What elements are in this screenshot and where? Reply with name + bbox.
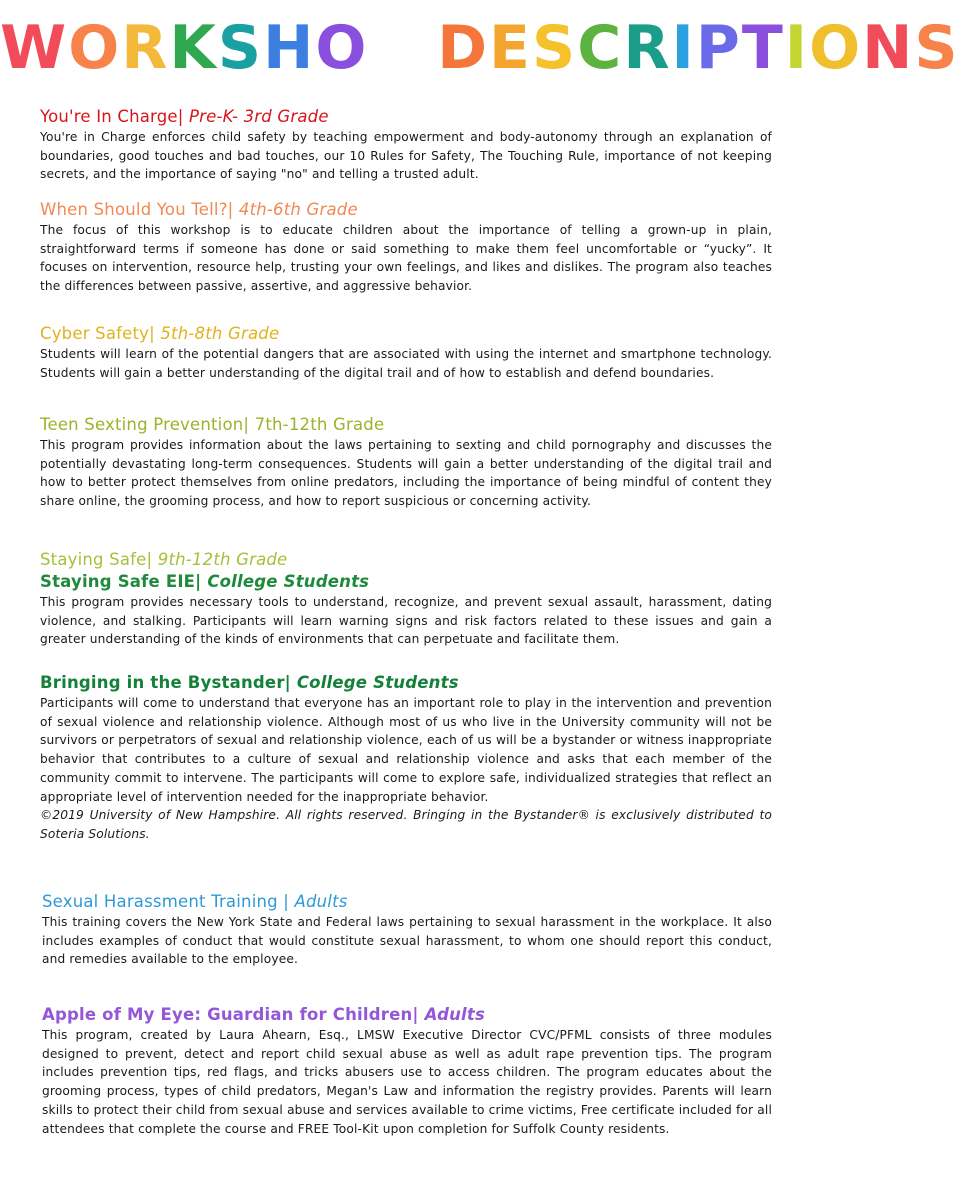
- section-when-should-you-tell: [40, 199, 772, 296]
- section-heading: [40, 672, 772, 694]
- section-body: You're in Charge enforces child safety by teaching empowerment and body-autonomy through an explanation of boundaries, good touches and bad touches, our 10 Rules for Safety, The Touching Rule, importance of not keeping secrets, and the importance of saying "no" and telling a trusted adult.: [40, 130, 772, 182]
- title-letter: R: [121, 13, 170, 83]
- heading-text: Bringing in the Bystander|: [40, 673, 291, 692]
- grade-text: 4th-6th Grade: [238, 200, 358, 219]
- grade-text: Adults: [424, 1005, 485, 1024]
- heading-text: Teen Sexting Prevention|: [40, 415, 250, 434]
- title-letter: P: [368, 13, 415, 83]
- section-heading: [40, 549, 772, 571]
- heading-text: Staying Safe|: [40, 550, 153, 569]
- title-letter: I: [671, 13, 696, 83]
- section-cyber-safety: [40, 323, 772, 382]
- heading-text: You're In Charge|: [40, 107, 184, 126]
- section-heading: [42, 1004, 772, 1026]
- heading-text: When Should You Tell?|: [40, 200, 234, 219]
- section-heading: [40, 323, 772, 345]
- section-apple-of-my-eye: [42, 1004, 772, 1138]
- title-letter: W: [0, 13, 69, 83]
- grade-text: 9th-12th Grade: [157, 550, 288, 569]
- title-letter: H: [263, 13, 316, 83]
- section-body: The focus of this workshop is to educate children about the importance of telling a grown-up in plain, straightforward terms if someone has done or said something to make them feel uncomfortable or “yucky”. It focuses on intervention, resource help, trusting your own feelings, and likes and dislikes. The program also teaches the differences between passive, assertive, and aggressive behavior.: [40, 223, 772, 294]
- section-teen-sexting: [40, 414, 772, 511]
- title-letter: C: [577, 13, 624, 83]
- heading-text-2: Staying Safe EIE|: [40, 572, 202, 591]
- page-title: [0, 8, 960, 88]
- section-body: This program provides information about the laws pertaining to sexting and child pornography and discusses the potentially devastating long-term consequences. Students will gain a better understanding of the digital trail and how to better protect themselves from online predators, including the importance of being mindful of content they share online, the grooming process, and how to report suspicious or concerning activity.: [40, 438, 772, 509]
- title-letter: S: [532, 13, 578, 83]
- grade-text: College Students: [296, 673, 459, 692]
- title-letter: T: [741, 13, 785, 83]
- title-letter: P: [695, 13, 742, 83]
- title-letter: O: [315, 13, 369, 83]
- title-letter: D: [437, 13, 490, 83]
- section-heading: [40, 199, 772, 221]
- title-letter: N: [862, 13, 915, 83]
- section-heading: [40, 106, 772, 128]
- title-letter: O: [68, 13, 122, 83]
- grade-text: Adults: [294, 892, 348, 911]
- title-letter: E: [489, 13, 533, 83]
- copyright-note: ©2019 University of New Hampshire. All rights reserved. Bringing in the Bystander® is exclusively distributed to Soteria Solutions.: [40, 808, 772, 841]
- heading-text: Apple of My Eye: Guardian for Children|: [42, 1005, 419, 1024]
- section-bringing-in-the-bystander: [40, 672, 772, 844]
- section-heading-2: [40, 571, 772, 593]
- grade-text: Pre-K- 3rd Grade: [188, 107, 329, 126]
- title-letter: R: [623, 13, 672, 83]
- grade-text: 5th-8th Grade: [160, 324, 280, 343]
- section-body: This training covers the New York State and Federal laws pertaining to sexual harassment in the workplace. It also includes examples of conduct that would constitute sexual harassment, to whom one should report this conduct, and remedies available to the employee.: [42, 915, 772, 967]
- heading-text: Cyber Safety|: [40, 324, 155, 343]
- title-letter: S: [914, 13, 960, 83]
- heading-text: Sexual Harassment Training |: [42, 892, 290, 911]
- section-staying-safe: [40, 549, 772, 649]
- grade-text-2: College Students: [207, 572, 370, 591]
- section-sexual-harassment: [42, 891, 772, 969]
- section-body: This program, created by Laura Ahearn, Esq., LMSW Executive Director CVC/PFML consists of three modules designed to prevent, detect and report child sexual abuse as well as adult rape prevention tips. The program includes prevention tips, red flags, and tricks abusers use to access children. The program educates about the grooming process, types of child predators, Megan's Law and information the registry provides. Parents will learn skills to protect their child from sexual abuse and services available to crime victims, Free certificate included for all attendees that complete the course and FREE Tool-Kit upon completion for Suffolk County residents.: [42, 1028, 772, 1136]
- title-letter: S: [217, 13, 264, 83]
- section-body: This program provides necessary tools to understand, recognize, and prevent sexual assault, harassment, dating violence, and stalking. Participants will learn warning signs and risk factors related to these issues and gain a greater understanding of the kinds of environments that can perpetuate and facilitate them.: [40, 595, 772, 647]
- title-letter: O: [809, 13, 863, 83]
- title-letter: [414, 8, 437, 88]
- section-youre-in-charge: [40, 106, 772, 184]
- grade-text: 7th-12th Grade: [254, 415, 385, 434]
- section-heading: [40, 414, 772, 436]
- section-body: Students will learn of the potential dangers that are associated with using the internet and smartphone technology. Students will gain a better understanding of the digital trail and of how to establish and defend boundaries.: [40, 347, 772, 380]
- section-heading: [42, 891, 772, 913]
- title-letter: K: [169, 13, 218, 83]
- section-body: Participants will come to understand that everyone has an important role to play in the intervention and prevention of sexual violence and relationship violence. Although most of us who live in the University community will not be survivors or perpetrators of sexual and relationship violence, each of us will be a bystander or witness inappropriate behavior that contributes to a culture of sexual and relationship violence and asks that each member of the community commit to intervene. The participants will come to explore safe, individualized strategies that reflect an appropriate level of intervention needed for the inappropriate behavior.: [40, 696, 772, 804]
- title-letter: I: [784, 13, 810, 83]
